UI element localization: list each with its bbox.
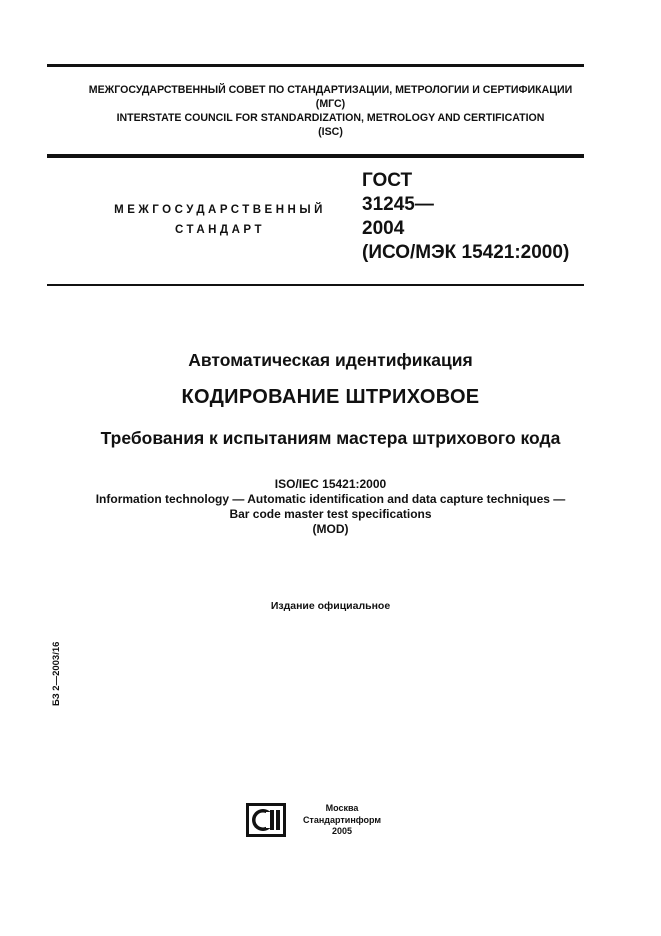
council-name-ru: МЕЖГОСУДАРСТВЕННЫЙ СОВЕТ ПО СТАНДАРТИЗАЦИИ, МЕТРОЛОГИИ И СЕРТИФИКАЦИИ — [88, 84, 573, 96]
iso-mod: (MOD) — [312, 522, 349, 536]
gost-designation — [362, 169, 569, 265]
publisher-logo — [246, 803, 286, 837]
gost-year: 2004 — [362, 218, 405, 239]
standartinform-logo-icon — [246, 803, 286, 837]
standard-type-line1: МЕЖГОСУДАРСТВЕННЫЙ — [114, 204, 326, 216]
council-abbr-ru: (МГС) — [315, 98, 346, 110]
title-line3: Требования к испытаниям мастера штрихового кода — [100, 428, 561, 448]
iso-reference: (ИСО/МЭК 15421:2000) — [362, 242, 570, 263]
edition-label: Издание официальное — [270, 600, 391, 612]
council-abbr-en: (ISC) — [318, 126, 343, 138]
top-rule — [47, 64, 584, 67]
side-code: БЗ 2—2003/16 — [51, 641, 62, 706]
publisher-info — [292, 803, 392, 838]
gost-number: 31245— — [362, 194, 434, 215]
gost-label: ГОСТ — [362, 170, 413, 191]
iso-code: ISO/IEC 15421:2000 — [274, 477, 387, 491]
title-line2: КОДИРОВАНИЕ ШТРИХОВОЕ — [181, 386, 480, 408]
iso-title-line2: Bar code master test specifications — [229, 507, 432, 521]
header-rule — [47, 154, 584, 158]
publisher-city: Москва — [325, 803, 359, 813]
publisher-name: Стандартинформ — [302, 814, 382, 825]
council-name-en: INTERSTATE COUNCIL FOR STANDARDIZATION, METROLOGY AND CERTIFICATION — [116, 112, 545, 124]
standard-type — [100, 200, 340, 240]
iso-title-line1: Information technology — Automatic identification and data capture techniques — — [95, 492, 566, 506]
council-header — [0, 83, 661, 139]
publisher-year: 2005 — [331, 826, 353, 836]
title-line1: Автоматическая идентификация — [188, 350, 473, 370]
standard-rule — [47, 284, 584, 286]
standard-type-line2: СТАНДАРТ — [175, 224, 265, 236]
iso-block — [0, 477, 661, 537]
